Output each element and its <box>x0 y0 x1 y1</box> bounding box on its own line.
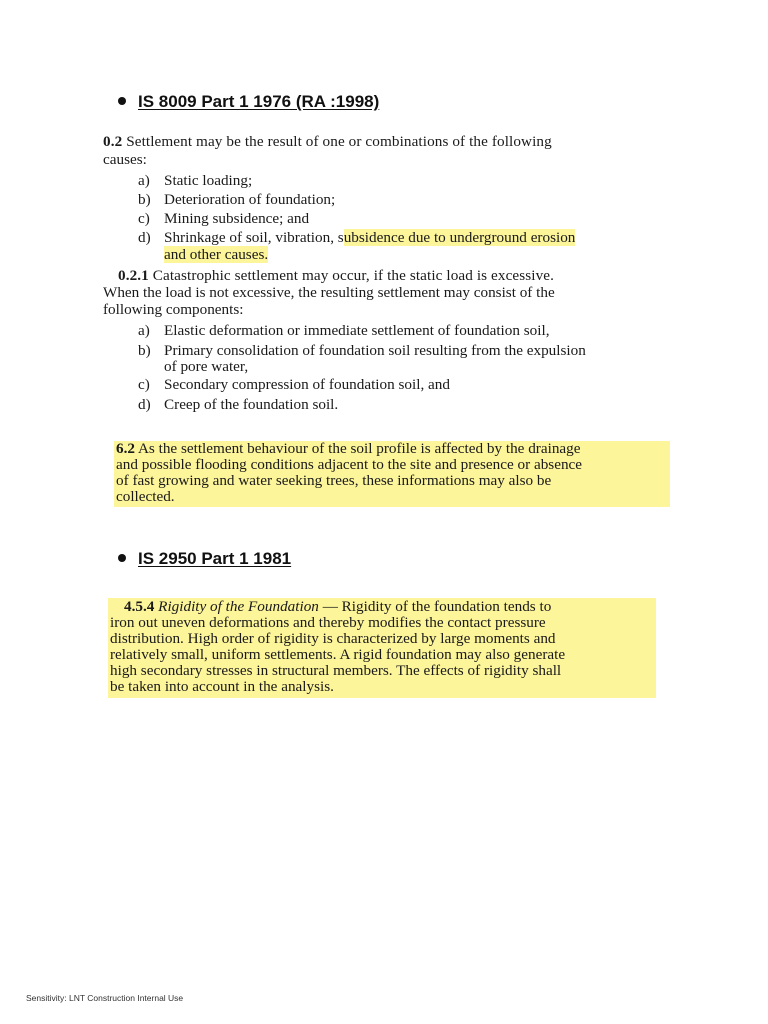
sensitivity-footer: Sensitivity: LNT Construction Internal Use <box>26 993 184 1003</box>
clause-6-2-line4: collected. <box>116 488 175 505</box>
clause-0-2-1-line1: 0.2.1 Catastrophic settlement may occur, if the static load is excessive. <box>118 267 555 284</box>
clause-4-5-4-line6: be taken into account in the analysis. <box>110 678 334 695</box>
list-item: b) Primary consolidation of foundation soil resulting from the expulsion <box>138 342 586 359</box>
highlighted-text: and other causes. <box>164 246 269 263</box>
clause-0-2-line2: causes: <box>103 151 147 168</box>
clause-4-5-4-line5: high secondary stresses in structural members. The effects of rigidity shall <box>110 662 562 679</box>
clause-4-5-4-line4: relatively small, uniform settlements. A rigid foundation may also generate <box>110 646 566 663</box>
clause-0-2-1-line2: When the load is not excessive, the resulting settlement may consist of the <box>103 284 555 301</box>
highlighted-text: ubsidence due to underground erosion <box>343 229 576 246</box>
clause-6-2-line2: and possible flooding conditions adjacent to the site and presence or absence <box>116 456 583 473</box>
list-item-continuation: of pore water, <box>164 358 249 375</box>
clause-0-2-line1: 0.2 Settlement may be the result of one or combinations of the following <box>103 133 552 150</box>
bullet-icon <box>118 554 126 562</box>
list-item: d) Creep of the foundation soil. <box>138 396 339 413</box>
list-item-continuation <box>164 247 268 264</box>
clause-4-5-4-line3: distribution. High order of rigidity is characterized by large moments and <box>110 630 556 647</box>
list-item: b) Deterioration of foundation; <box>138 191 336 208</box>
clause-6-2-line3: of fast growing and water seeking trees, these informations may also be <box>116 472 552 489</box>
list-item: c) Secondary compression of foundation soil, and <box>138 376 450 393</box>
section-heading-is8009: IS 8009 Part 1 1976 (RA :1998) <box>118 92 379 112</box>
clause-4-5-4-line2: iron out uneven deformations and thereby modifies the contact pressure <box>110 614 546 631</box>
list-item: a) Static loading; <box>138 172 253 189</box>
clause-4-5-4-line1: 4.5.4 Rigidity of the Foundation — Rigidity of the foundation tends to <box>124 598 552 615</box>
list-item: d) Shrinkage of soil, vibration, subsidence due to underground erosion <box>138 229 576 246</box>
clause-6-2-line1: 6.2 As the settlement behaviour of the soil profile is affected by the drainage <box>116 440 581 457</box>
list-item: a) Elastic deformation or immediate settlement of foundation soil, <box>138 322 550 339</box>
list-item: c) Mining subsidence; and <box>138 210 310 227</box>
clause-0-2-1-line3: following components: <box>103 301 244 318</box>
bullet-icon <box>118 97 126 105</box>
section-heading-is2950: IS 2950 Part 1 1981 <box>118 549 291 569</box>
